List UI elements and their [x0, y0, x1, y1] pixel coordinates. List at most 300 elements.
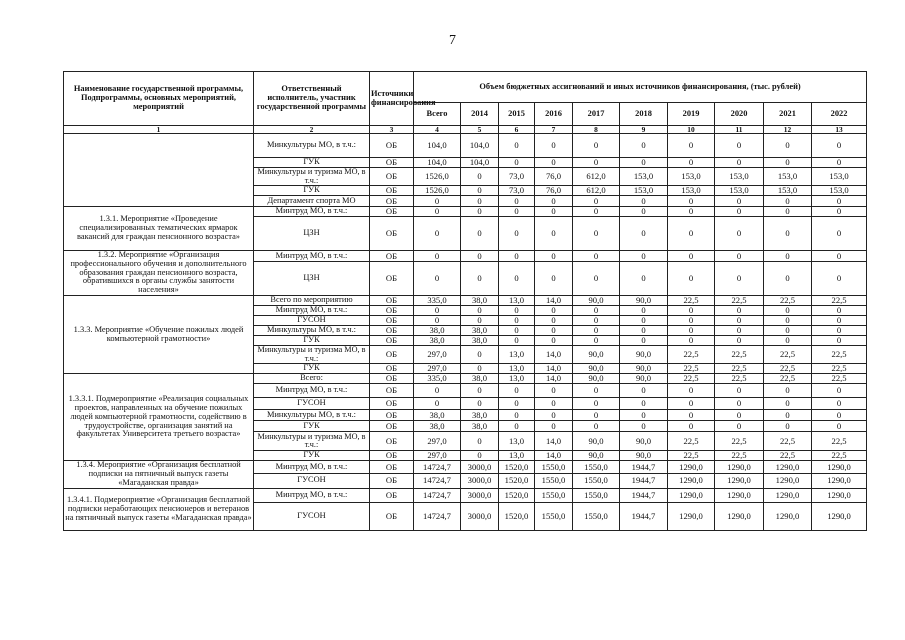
column-number: 12: [764, 126, 812, 134]
funding-value: 1290,0: [764, 488, 812, 502]
funding-value: 0: [764, 316, 812, 326]
header-year: 2017: [573, 103, 620, 126]
funding-value: 1944,7: [620, 502, 668, 530]
funding-value: 104,0: [461, 158, 499, 168]
funding-value: 0: [812, 306, 867, 316]
funding-value: 0: [764, 384, 812, 398]
funding-value: 153,0: [715, 168, 764, 186]
funding-value: 153,0: [620, 186, 668, 196]
funding-source: ОБ: [370, 421, 414, 432]
funding-value: 0: [573, 251, 620, 262]
funding-value: 0: [499, 410, 535, 421]
funding-value: 22,5: [668, 346, 715, 364]
funding-value: 0: [668, 217, 715, 251]
responsible-executor: ЦЗН: [254, 217, 370, 251]
funding-value: 0: [535, 398, 573, 410]
funding-value: 1550,0: [535, 488, 573, 502]
responsible-executor: Минтруд МО, в т.ч.:: [254, 461, 370, 474]
funding-value: 1550,0: [535, 473, 573, 488]
funding-source: ОБ: [370, 196, 414, 207]
funding-value: 1290,0: [764, 502, 812, 530]
funding-value: 0: [620, 158, 668, 168]
funding-value: 13,0: [499, 374, 535, 384]
funding-value: 1550,0: [535, 461, 573, 474]
funding-value: 0: [764, 217, 812, 251]
funding-value: 0: [461, 451, 499, 461]
responsible-executor: ГУК: [254, 186, 370, 196]
funding-value: 90,0: [573, 296, 620, 306]
header-year: 2015: [499, 103, 535, 126]
responsible-executor: Всего:: [254, 374, 370, 384]
funding-value: 90,0: [620, 364, 668, 374]
funding-value: 1290,0: [668, 488, 715, 502]
funding-value: 14724,7: [414, 488, 461, 502]
responsible-executor: ГУСОН: [254, 502, 370, 530]
funding-value: 0: [461, 217, 499, 251]
funding-value: 0: [414, 207, 461, 217]
funding-value: 0: [620, 217, 668, 251]
funding-value: 14724,7: [414, 461, 461, 474]
funding-source: ОБ: [370, 473, 414, 488]
responsible-executor: ГУК: [254, 364, 370, 374]
funding-value: 73,0: [499, 168, 535, 186]
funding-value: 1944,7: [620, 488, 668, 502]
funding-value: 0: [461, 251, 499, 262]
funding-value: 73,0: [499, 186, 535, 196]
table-row: [64, 207, 867, 217]
funding-value: 38,0: [414, 410, 461, 421]
responsible-executor: Минтруд МО, в т.ч.:: [254, 384, 370, 398]
funding-source: ОБ: [370, 451, 414, 461]
column-number: 7: [535, 126, 573, 134]
program-item-name: 1.3.3. Мероприятие «Обучение пожилых людей компьютерной грамотности»: [64, 296, 254, 374]
funding-value: 0: [414, 306, 461, 316]
funding-value: 0: [573, 207, 620, 217]
funding-source: ОБ: [370, 262, 414, 296]
funding-value: 14,0: [535, 432, 573, 451]
funding-value: 3000,0: [461, 502, 499, 530]
funding-value: 1526,0: [414, 186, 461, 196]
funding-value: 0: [812, 398, 867, 410]
column-number: 1: [64, 126, 254, 134]
funding-source: ОБ: [370, 326, 414, 336]
funding-value: 0: [499, 384, 535, 398]
responsible-executor: Минтруд МО, в т.ч.:: [254, 488, 370, 502]
funding-value: 38,0: [461, 421, 499, 432]
funding-value: 0: [414, 251, 461, 262]
funding-value: 0: [499, 158, 535, 168]
funding-value: 90,0: [573, 432, 620, 451]
funding-value: 14724,7: [414, 502, 461, 530]
funding-value: 1520,0: [499, 461, 535, 474]
funding-value: 0: [499, 336, 535, 346]
funding-value: 0: [499, 398, 535, 410]
column-number: 5: [461, 126, 499, 134]
funding-value: 1290,0: [812, 502, 867, 530]
responsible-executor: Всего по мероприятию: [254, 296, 370, 306]
funding-value: 335,0: [414, 296, 461, 306]
funding-value: 22,5: [668, 374, 715, 384]
funding-value: 0: [620, 134, 668, 158]
funding-value: 0: [499, 134, 535, 158]
header-year: 2016: [535, 103, 573, 126]
funding-value: 3000,0: [461, 461, 499, 474]
funding-value: 0: [535, 158, 573, 168]
funding-value: 0: [499, 196, 535, 207]
responsible-executor: Минкультуры и туризма МО, в т.ч.:: [254, 346, 370, 364]
funding-value: 0: [414, 384, 461, 398]
funding-value: 153,0: [764, 168, 812, 186]
responsible-executor: Минтруд МО, в т.ч.:: [254, 306, 370, 316]
funding-value: 3000,0: [461, 488, 499, 502]
funding-value: 297,0: [414, 451, 461, 461]
funding-value: 1290,0: [668, 502, 715, 530]
funding-value: 0: [715, 207, 764, 217]
funding-source: ОБ: [370, 384, 414, 398]
funding-source: ОБ: [370, 336, 414, 346]
funding-value: 1290,0: [812, 473, 867, 488]
funding-value: 0: [812, 421, 867, 432]
header-funding: Объем бюджетных ассигнований и иных источников финансирования, (тыс. рублей): [414, 72, 867, 103]
funding-value: 0: [461, 186, 499, 196]
funding-value: 22,5: [668, 364, 715, 374]
funding-value: 14,0: [535, 364, 573, 374]
funding-value: 0: [812, 217, 867, 251]
funding-value: 0: [715, 306, 764, 316]
responsible-executor: ГУК: [254, 421, 370, 432]
funding-value: 0: [668, 326, 715, 336]
funding-value: 22,5: [668, 432, 715, 451]
funding-value: 0: [715, 421, 764, 432]
funding-value: 0: [535, 384, 573, 398]
program-item-name: 1.3.3.1. Подмероприятие «Реализация социальных проектов, направленных на обучение пожилых людей компьютерной грамотности, содействию в трудоустройстве, организация занятий на факультетах Университета третьего возраста»: [64, 374, 254, 461]
funding-value: 297,0: [414, 346, 461, 364]
funding-value: 38,0: [461, 336, 499, 346]
funding-value: 1944,7: [620, 473, 668, 488]
funding-value: 0: [715, 398, 764, 410]
funding-value: 0: [620, 326, 668, 336]
funding-value: 1290,0: [668, 473, 715, 488]
funding-source: ОБ: [370, 502, 414, 530]
funding-value: 0: [535, 217, 573, 251]
header-responsible: Ответственный исполнитель, участник государственной программы: [254, 72, 370, 126]
funding-value: 0: [461, 262, 499, 296]
funding-value: 13,0: [499, 432, 535, 451]
funding-value: 13,0: [499, 451, 535, 461]
funding-value: 22,5: [764, 296, 812, 306]
funding-value: 14724,7: [414, 473, 461, 488]
funding-value: 0: [461, 432, 499, 451]
funding-value: 0: [535, 262, 573, 296]
responsible-executor: Минкультуры МО, в т.ч.:: [254, 326, 370, 336]
funding-value: 0: [764, 207, 812, 217]
header-year: 2018: [620, 103, 668, 126]
funding-value: 90,0: [620, 432, 668, 451]
funding-source: ОБ: [370, 306, 414, 316]
funding-value: 0: [668, 421, 715, 432]
funding-value: 0: [812, 158, 867, 168]
funding-value: 0: [668, 316, 715, 326]
funding-value: 0: [764, 262, 812, 296]
program-item-name: 1.3.4.1. Подмероприятие «Организация бесплатной подписки неработающих пенсионеров и ветеранов на пятничный выпуск газеты «Магаданская правда»: [64, 488, 254, 530]
funding-value: 14,0: [535, 296, 573, 306]
funding-value: 0: [715, 217, 764, 251]
page-number: 7: [449, 33, 456, 48]
funding-value: 0: [414, 262, 461, 296]
funding-value: 0: [668, 134, 715, 158]
funding-value: 1290,0: [764, 461, 812, 474]
funding-value: 0: [715, 196, 764, 207]
funding-value: 1290,0: [812, 461, 867, 474]
header-source: Источники финансирования: [370, 72, 414, 126]
funding-value: 22,5: [764, 346, 812, 364]
funding-value: 104,0: [461, 134, 499, 158]
funding-value: 1290,0: [715, 502, 764, 530]
responsible-executor: ГУСОН: [254, 316, 370, 326]
funding-source: ОБ: [370, 398, 414, 410]
funding-value: 0: [573, 217, 620, 251]
column-number: 6: [499, 126, 535, 134]
funding-value: 22,5: [715, 374, 764, 384]
responsible-executor: Минкультуры и туризма МО, в т.ч.:: [254, 432, 370, 451]
funding-value: 0: [535, 251, 573, 262]
funding-value: 38,0: [461, 374, 499, 384]
funding-value: 38,0: [414, 336, 461, 346]
funding-value: 0: [414, 398, 461, 410]
table-row: [64, 461, 867, 474]
funding-value: 22,5: [715, 451, 764, 461]
program-item-name: [64, 134, 254, 207]
funding-value: 0: [764, 398, 812, 410]
funding-value: 22,5: [812, 296, 867, 306]
funding-value: 22,5: [812, 346, 867, 364]
funding-value: 22,5: [812, 364, 867, 374]
funding-value: 0: [461, 364, 499, 374]
funding-value: 90,0: [573, 374, 620, 384]
funding-value: 1550,0: [573, 473, 620, 488]
funding-source: ОБ: [370, 207, 414, 217]
funding-value: 1290,0: [715, 461, 764, 474]
funding-value: 22,5: [812, 432, 867, 451]
funding-value: 0: [812, 326, 867, 336]
funding-value: 153,0: [812, 186, 867, 196]
funding-value: 0: [461, 306, 499, 316]
funding-value: 38,0: [461, 296, 499, 306]
funding-value: 13,0: [499, 346, 535, 364]
funding-value: 0: [812, 336, 867, 346]
funding-value: 0: [668, 196, 715, 207]
funding-value: 104,0: [414, 134, 461, 158]
funding-value: 0: [461, 346, 499, 364]
funding-value: 1290,0: [764, 473, 812, 488]
program-item-name: 1.3.4. Мероприятие «Организация бесплатной подписки на пятничный выпуск газеты «Магаданская правда»: [64, 461, 254, 488]
responsible-executor: ГУК: [254, 158, 370, 168]
funding-value: 0: [620, 316, 668, 326]
funding-value: 0: [764, 410, 812, 421]
funding-value: 0: [620, 398, 668, 410]
funding-value: 0: [573, 134, 620, 158]
funding-source: ОБ: [370, 158, 414, 168]
header-year: 2014: [461, 103, 499, 126]
funding-value: 0: [620, 262, 668, 296]
funding-value: 0: [573, 316, 620, 326]
funding-value: 0: [461, 316, 499, 326]
funding-value: 0: [620, 196, 668, 207]
funding-value: 153,0: [668, 186, 715, 196]
funding-value: 0: [715, 262, 764, 296]
funding-value: 0: [573, 410, 620, 421]
funding-source: ОБ: [370, 410, 414, 421]
funding-value: 0: [715, 134, 764, 158]
funding-source: ОБ: [370, 296, 414, 306]
funding-value: 76,0: [535, 168, 573, 186]
funding-value: 0: [668, 158, 715, 168]
funding-value: 0: [535, 134, 573, 158]
funding-value: 297,0: [414, 432, 461, 451]
funding-value: 0: [715, 384, 764, 398]
funding-source: ОБ: [370, 432, 414, 451]
funding-source: ОБ: [370, 217, 414, 251]
column-number: 8: [573, 126, 620, 134]
funding-value: 0: [535, 196, 573, 207]
funding-value: 0: [535, 336, 573, 346]
funding-value: 0: [535, 316, 573, 326]
funding-value: 0: [573, 326, 620, 336]
funding-value: 0: [414, 196, 461, 207]
funding-value: 0: [668, 306, 715, 316]
funding-value: 0: [668, 336, 715, 346]
funding-value: 13,0: [499, 364, 535, 374]
funding-value: 0: [414, 217, 461, 251]
column-number: 2: [254, 126, 370, 134]
funding-value: 0: [573, 384, 620, 398]
funding-source: ОБ: [370, 251, 414, 262]
funding-value: 0: [715, 251, 764, 262]
funding-value: 22,5: [764, 451, 812, 461]
funding-value: 335,0: [414, 374, 461, 384]
funding-value: 0: [499, 421, 535, 432]
funding-value: 1290,0: [715, 488, 764, 502]
funding-source: ОБ: [370, 186, 414, 196]
funding-value: 153,0: [668, 168, 715, 186]
funding-value: 0: [764, 306, 812, 316]
funding-value: 0: [573, 158, 620, 168]
funding-value: 153,0: [715, 186, 764, 196]
funding-value: 0: [535, 421, 573, 432]
funding-value: 22,5: [764, 432, 812, 451]
funding-value: 612,0: [573, 168, 620, 186]
funding-value: 0: [620, 410, 668, 421]
funding-value: 90,0: [573, 364, 620, 374]
funding-value: 22,5: [812, 451, 867, 461]
funding-value: 0: [499, 207, 535, 217]
funding-source: ОБ: [370, 374, 414, 384]
funding-value: 104,0: [414, 158, 461, 168]
funding-value: 0: [573, 336, 620, 346]
funding-value: 0: [535, 410, 573, 421]
column-number: 11: [715, 126, 764, 134]
table-row: [64, 374, 867, 384]
funding-value: 0: [499, 262, 535, 296]
funding-value: 0: [535, 326, 573, 336]
funding-value: 0: [499, 306, 535, 316]
funding-value: 612,0: [573, 186, 620, 196]
funding-value: 153,0: [812, 168, 867, 186]
funding-value: 14,0: [535, 451, 573, 461]
funding-value: 0: [461, 168, 499, 186]
header-year: 2021: [764, 103, 812, 126]
header-year: 2022: [812, 103, 867, 126]
funding-value: 0: [573, 262, 620, 296]
funding-value: 13,0: [499, 296, 535, 306]
funding-value: 0: [812, 251, 867, 262]
funding-value: 1550,0: [573, 461, 620, 474]
responsible-executor: ГУК: [254, 336, 370, 346]
funding-value: 14,0: [535, 346, 573, 364]
funding-value: 38,0: [461, 410, 499, 421]
responsible-executor: Минтруд МО, в т.ч.:: [254, 207, 370, 217]
funding-value: 1290,0: [812, 488, 867, 502]
funding-value: 0: [461, 398, 499, 410]
funding-value: 0: [668, 410, 715, 421]
funding-source: ОБ: [370, 461, 414, 474]
funding-value: 0: [499, 326, 535, 336]
column-number: 9: [620, 126, 668, 134]
header-name: Наименование государственной программы, Подпрограммы, основных мероприятий, мероприятий: [64, 72, 254, 126]
funding-source: ОБ: [370, 134, 414, 158]
funding-value: 0: [668, 207, 715, 217]
funding-value: 0: [764, 196, 812, 207]
funding-value: 0: [499, 316, 535, 326]
responsible-executor: ГУК: [254, 451, 370, 461]
program-item-name: 1.3.2. Мероприятие «Организация профессионального обучения и дополнительного образования граждан пенсионного возраста, обратившихся в органы службы занятости населения»: [64, 251, 254, 296]
funding-value: 0: [812, 207, 867, 217]
funding-source: ОБ: [370, 168, 414, 186]
header-year: 2019: [668, 103, 715, 126]
column-number: 13: [812, 126, 867, 134]
funding-value: 1550,0: [535, 502, 573, 530]
funding-value: 0: [499, 251, 535, 262]
header-year: 2020: [715, 103, 764, 126]
funding-value: 0: [812, 410, 867, 421]
funding-value: 38,0: [461, 326, 499, 336]
funding-value: 1526,0: [414, 168, 461, 186]
table-row: [64, 488, 867, 502]
funding-value: 3000,0: [461, 473, 499, 488]
funding-value: 153,0: [764, 186, 812, 196]
funding-value: 0: [620, 207, 668, 217]
funding-value: 1290,0: [715, 473, 764, 488]
funding-value: 90,0: [620, 374, 668, 384]
responsible-executor: ЦЗН: [254, 262, 370, 296]
funding-value: 0: [668, 251, 715, 262]
funding-value: 22,5: [668, 296, 715, 306]
funding-value: 0: [499, 217, 535, 251]
funding-value: 0: [620, 306, 668, 316]
responsible-executor: Минтруд МО, в т.ч.:: [254, 251, 370, 262]
funding-value: 0: [535, 207, 573, 217]
funding-value: 90,0: [620, 296, 668, 306]
funding-value: 90,0: [620, 346, 668, 364]
funding-value: 0: [573, 421, 620, 432]
header-year: Всего: [414, 103, 461, 126]
funding-value: 1520,0: [499, 473, 535, 488]
funding-value: 76,0: [535, 186, 573, 196]
funding-value: 1550,0: [573, 502, 620, 530]
funding-value: 0: [715, 158, 764, 168]
funding-value: 0: [620, 384, 668, 398]
funding-value: 22,5: [715, 296, 764, 306]
